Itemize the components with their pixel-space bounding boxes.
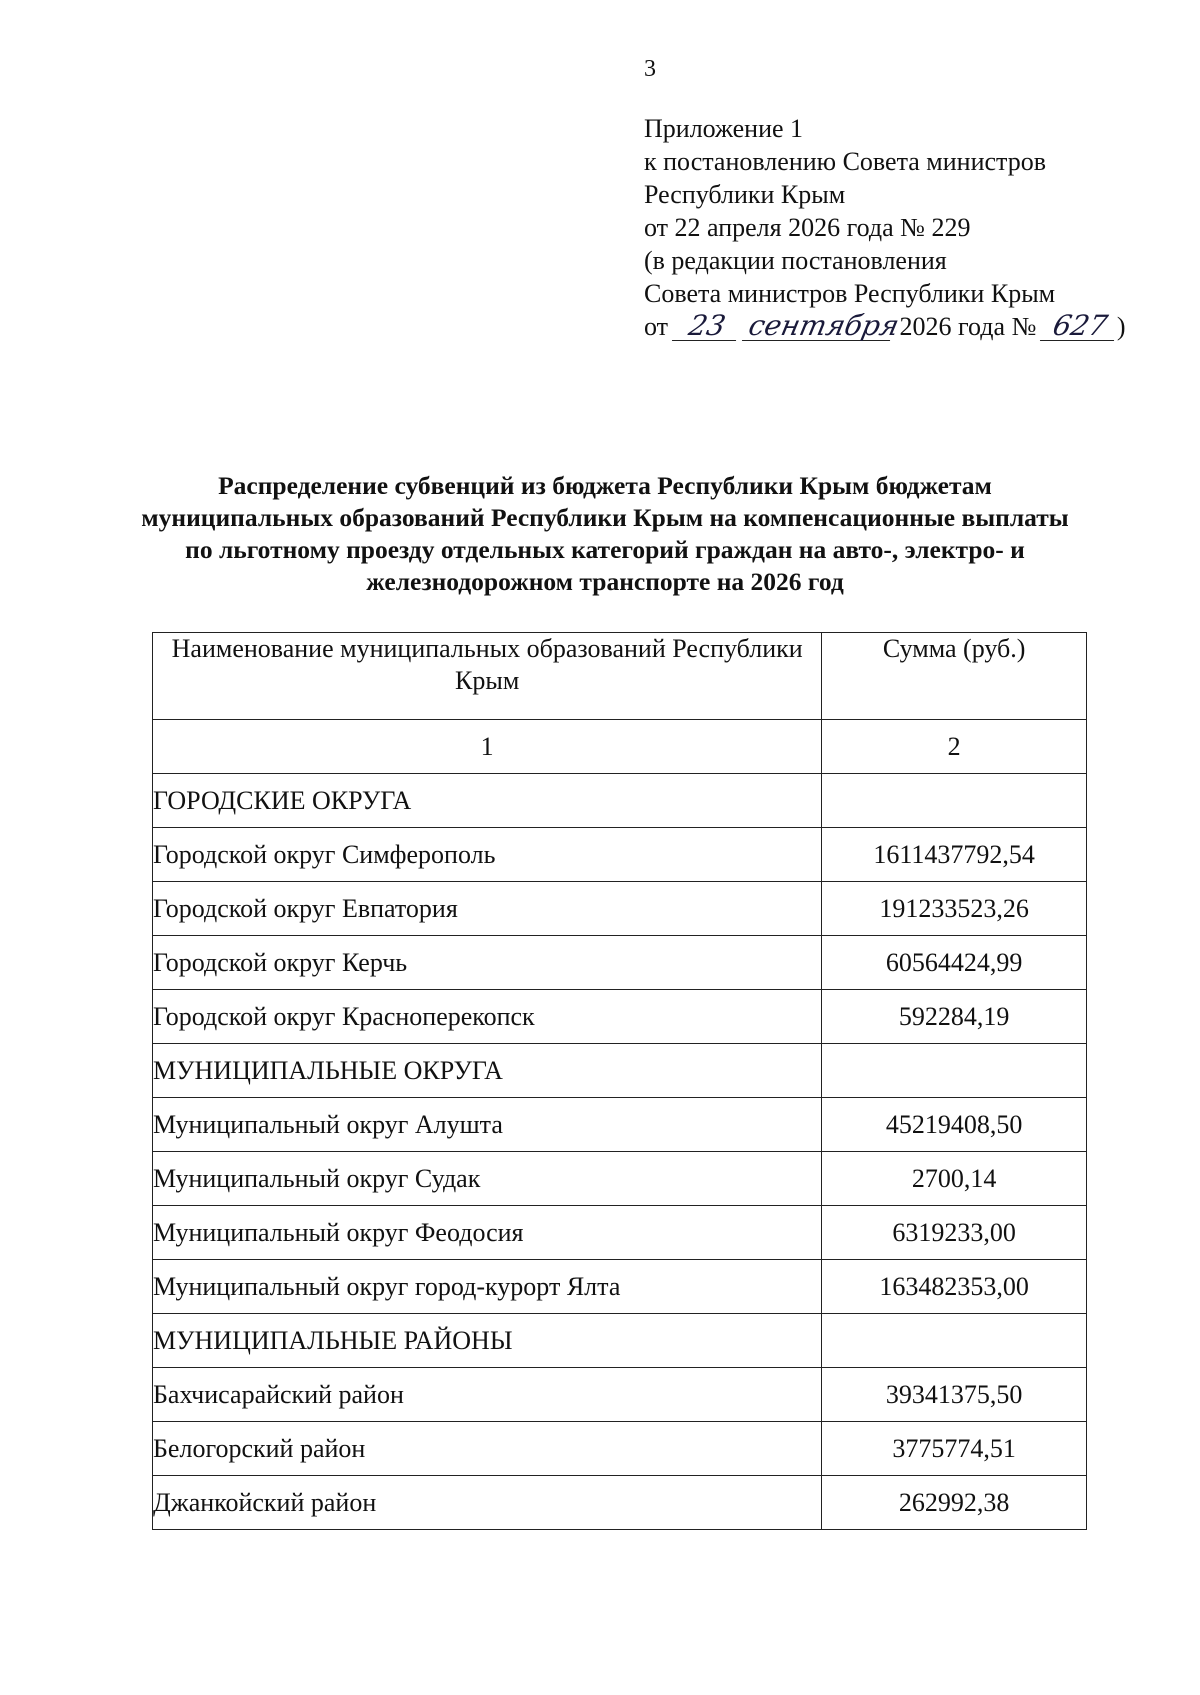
header-name: Наименование муниципальных образований Республики Крым	[153, 633, 822, 720]
column-number-1: 1	[153, 720, 822, 774]
table-row	[153, 1260, 1087, 1314]
row-sum: 2700,14	[822, 1152, 1087, 1206]
row-name: ГОРОДСКИЕ ОКРУГА	[153, 774, 822, 828]
header-sum: Сумма (руб.)	[822, 633, 1087, 720]
appendix-line: Совета министров Республики Крым	[644, 279, 1056, 308]
table-row	[153, 936, 1087, 990]
appendix-line: Республики Крым	[644, 180, 846, 209]
row-sum: 60564424,99	[822, 936, 1087, 990]
appendix-header	[644, 112, 1126, 343]
appendix-line: (в редакции постановления	[644, 246, 947, 275]
amendment-year: 2026 года №	[899, 312, 1037, 341]
column-number-row	[153, 720, 1087, 774]
amendment-prefix: от	[644, 312, 669, 341]
page-number: 3	[644, 56, 656, 82]
row-sum: 6319233,00	[822, 1206, 1087, 1260]
subsidy-table	[152, 632, 1087, 1530]
table-row	[153, 774, 1087, 828]
row-sum	[822, 774, 1087, 828]
table-row	[153, 1152, 1087, 1206]
appendix-line: от 22 апреля 2026 года № 229	[644, 213, 971, 242]
table-row	[153, 1206, 1087, 1260]
table-row	[153, 1098, 1087, 1152]
row-name: МУНИЦИПАЛЬНЫЕ ОКРУГА	[153, 1044, 822, 1098]
table-row	[153, 1314, 1087, 1368]
row-name: Бахчисарайский район	[153, 1368, 822, 1422]
table-row	[153, 1476, 1087, 1530]
document-title: Распределение субвенций из бюджета Республики Крым бюджетам муниципальных образований Республики Крым на компенсационные выплаты по льготному проезду отдельных категорий граждан на авто-, электро- и железнодорожном транспорте на 2026 год	[141, 471, 1069, 596]
table-row	[153, 1422, 1087, 1476]
handwritten-number: 627	[1040, 312, 1120, 341]
row-sum	[822, 1044, 1087, 1098]
row-sum: 262992,38	[822, 1476, 1087, 1530]
row-name: Джанкойский район	[153, 1476, 822, 1530]
appendix-line: Приложение 1	[644, 114, 804, 143]
table-row	[153, 1044, 1087, 1098]
row-name: МУНИЦИПАЛЬНЫЕ РАЙОНЫ	[153, 1314, 822, 1368]
row-sum: 191233523,26	[822, 882, 1087, 936]
row-name: Муниципальный округ Судак	[153, 1152, 822, 1206]
handwritten-day: 23	[671, 312, 741, 341]
row-name: Муниципальный округ Феодосия	[153, 1206, 822, 1260]
column-number-2: 2	[822, 720, 1087, 774]
row-name: Городской округ Керчь	[153, 936, 822, 990]
row-sum	[822, 1314, 1087, 1368]
table-row	[153, 990, 1087, 1044]
appendix-line: к постановлению Совета министров	[644, 147, 1046, 176]
row-sum: 3775774,51	[822, 1422, 1087, 1476]
row-name: Городской округ Красноперекопск	[153, 990, 822, 1044]
row-sum: 592284,19	[822, 990, 1087, 1044]
row-sum: 163482353,00	[822, 1260, 1087, 1314]
row-name: Белогорский район	[153, 1422, 822, 1476]
appendix-amendment-date-line	[644, 310, 1126, 343]
row-name: Городской округ Евпатория	[153, 882, 822, 936]
table-row	[153, 828, 1087, 882]
table-row	[153, 1368, 1087, 1422]
row-name: Муниципальный округ Алушта	[153, 1098, 822, 1152]
row-sum: 45219408,50	[822, 1098, 1087, 1152]
table-row	[153, 882, 1087, 936]
handwritten-month: сентября	[742, 312, 896, 341]
row-name: Муниципальный округ город-курорт Ялта	[153, 1260, 822, 1314]
amendment-suffix: )	[1116, 312, 1126, 341]
row-sum: 39341375,50	[822, 1368, 1087, 1422]
row-sum: 1611437792,54	[822, 828, 1087, 882]
row-name: Городской округ Симферополь	[153, 828, 822, 882]
table-header-row	[153, 633, 1087, 720]
